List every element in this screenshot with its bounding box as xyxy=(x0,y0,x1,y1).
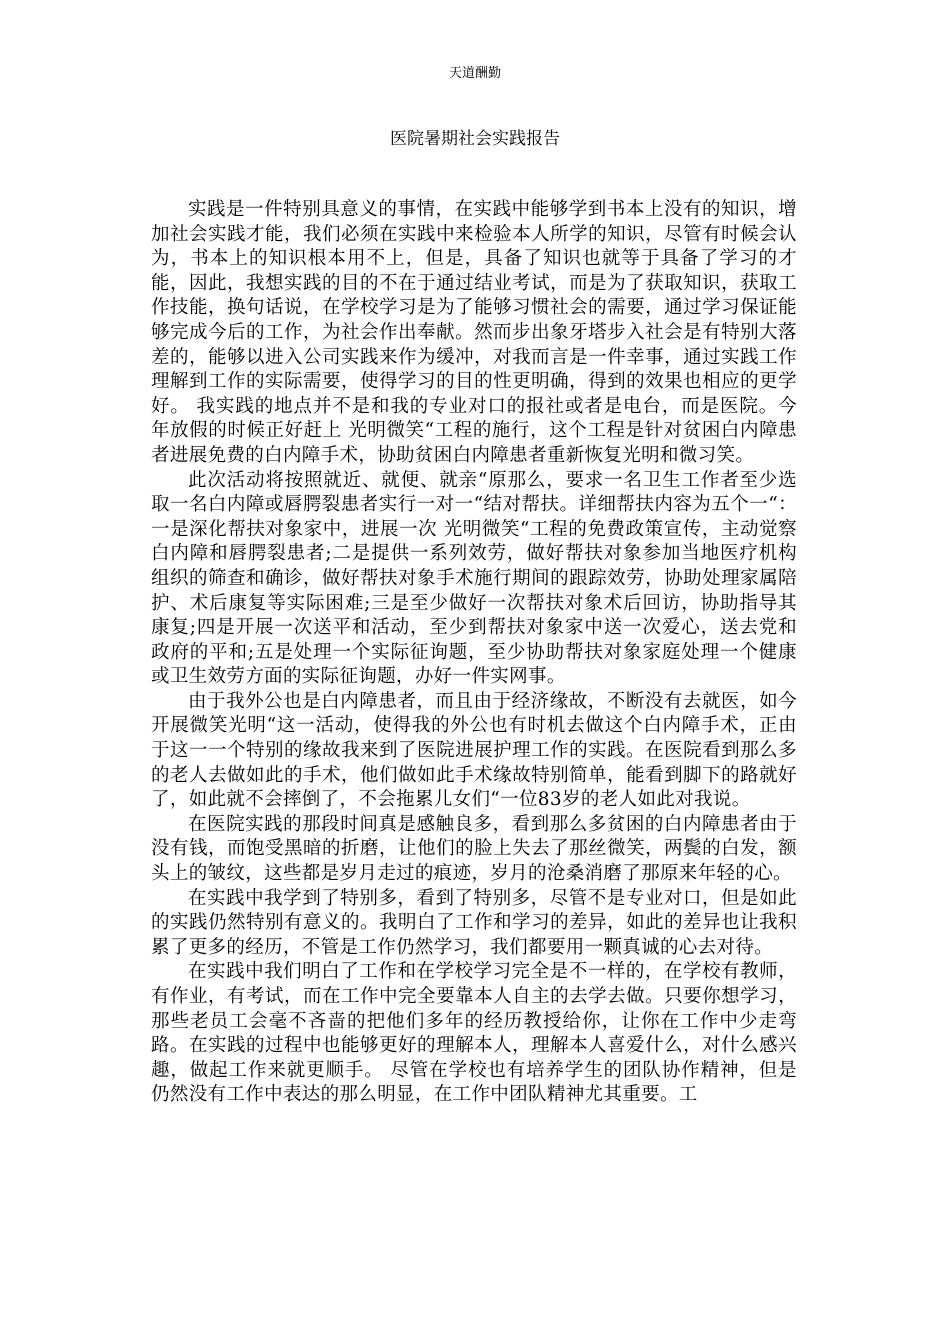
paragraph: 此次活动将按照就近、就便、就亲“原那么，要求一名卫生工作者至少选取一名白内障或唇腭裂患者实行一对一“结对帮扶。详细帮扶内容为五个一“：一是深化帮扶对象家中，进展一次 光明微笑“工程的免费政策宣传，主动觉察白内障和唇腭裂患者;二是提供一系列效劳，做好帮扶对象参加当地医疗机构组织的筛查和确诊，做好帮扶对象手术施行期间的跟踪效劳，协助处理家属陪护、术后康复等实际困难;三是至少做好一次帮扶对象术后回访，协助指导其康复;四是开展一次送平和活动，至少到帮扶对象家中送一次爱心，送去党和政府的平和;五是处理一个实际征询题，至少协助帮扶对象家庭处理一个健康或卫生效劳方面的实际征询题，办好一件实网事。 xyxy=(151,469,797,688)
paragraph: 由于我外公也是白内障患者，而且由于经济缘故，不断没有去就医，如今开展微笑光明“这一活动，使得我的外公也有时机去做这个白内障手术，正由于这一一个特别的缘故我来到了医院进展护理工作的实践。在医院看到那么多的老人去做如此的手术，他们做如此手术缘故特别简单，能看到脚下的路就好了，如此就不会摔倒了，不会拖累儿女们“一位83岁的老人如此对我说。 xyxy=(151,690,797,811)
paragraph: 在实践中我学到了特别多，看到了特别多，尽管不是专业对口，但是如此的实践仍然特别有意义的。我明白了工作和学习的差异，如此的差异也让我积累了更多的经历，不管是工作仍然学习，我们都要用一颗真诚的心去对待。 xyxy=(151,887,797,958)
paragraph: 实践是一件特别具意义的事情，在实践中能够学到书本上没有的知识，增加社会实践才能，我们必须在实践中来检验本人所学的知识，尽管有时候会认为，书本上的知识根本用不上，但是，具备了知识也就等于具备了学习的才能，因此，我想实践的目的不在于通过结业考试，而是为了获取知识，获取工作技能，换句话说，在学校学习是为了能够习惯社会的需要，通过学习保证能够完成今后的工作，为社会作出奉献。然而步出象牙塔步入社会是有特别大落差的，能够以进入公司实践来作为缓冲，对我而言是一件幸事，通过实践工作理解到工作的实际需要，使得学习的目的性更明确，得到的效果也相应的更学好。 我实践的地点并不是和我的专业对口的报社或者是电台，而是医院。今年放假的时候正好赶上 光明微笑“工程的施行，这个工程是针对贫困白内障患者进展免费的白内障手术，协助贫困白内障患者重新恢复光明和微习笑。 xyxy=(151,199,797,466)
document-title: 医院暑期社会实践报告 xyxy=(390,129,560,149)
paragraph: 在实践中我们明白了工作和在学校学习完全是不一样的，在学校有教师，有作业，有考试，而在工作中完全要靠本人自主的去学去做。只要你想学习，那些老员工会毫不吝啬的把他们多年的经历教授给你，让你在工作中少走弯路。在实践的过程中也能够更好的理解本人，理解本人喜爱什么，对什么感兴趣，做起工作来就更顺手。 尽管在学校也有培养学生的团队协作精神，但是仍然没有工作中表达的那么明显，在工作中团队精神尤其重要。工 xyxy=(151,961,797,1106)
page-header: 天道酬勤 xyxy=(448,66,501,81)
paragraph: 在医院实践的那段时间真是感触良多，看到那么多贫困的白内障患者由于没有钱，而饱受黑暗的折磨，让他们的脸上失去了那丝微笑，两鬓的白发，额头上的皱纹，这些都是岁月走过的痕迹，岁月的沧桑消磨了那原来年轻的心。 xyxy=(151,813,797,885)
document-body xyxy=(151,198,797,1108)
